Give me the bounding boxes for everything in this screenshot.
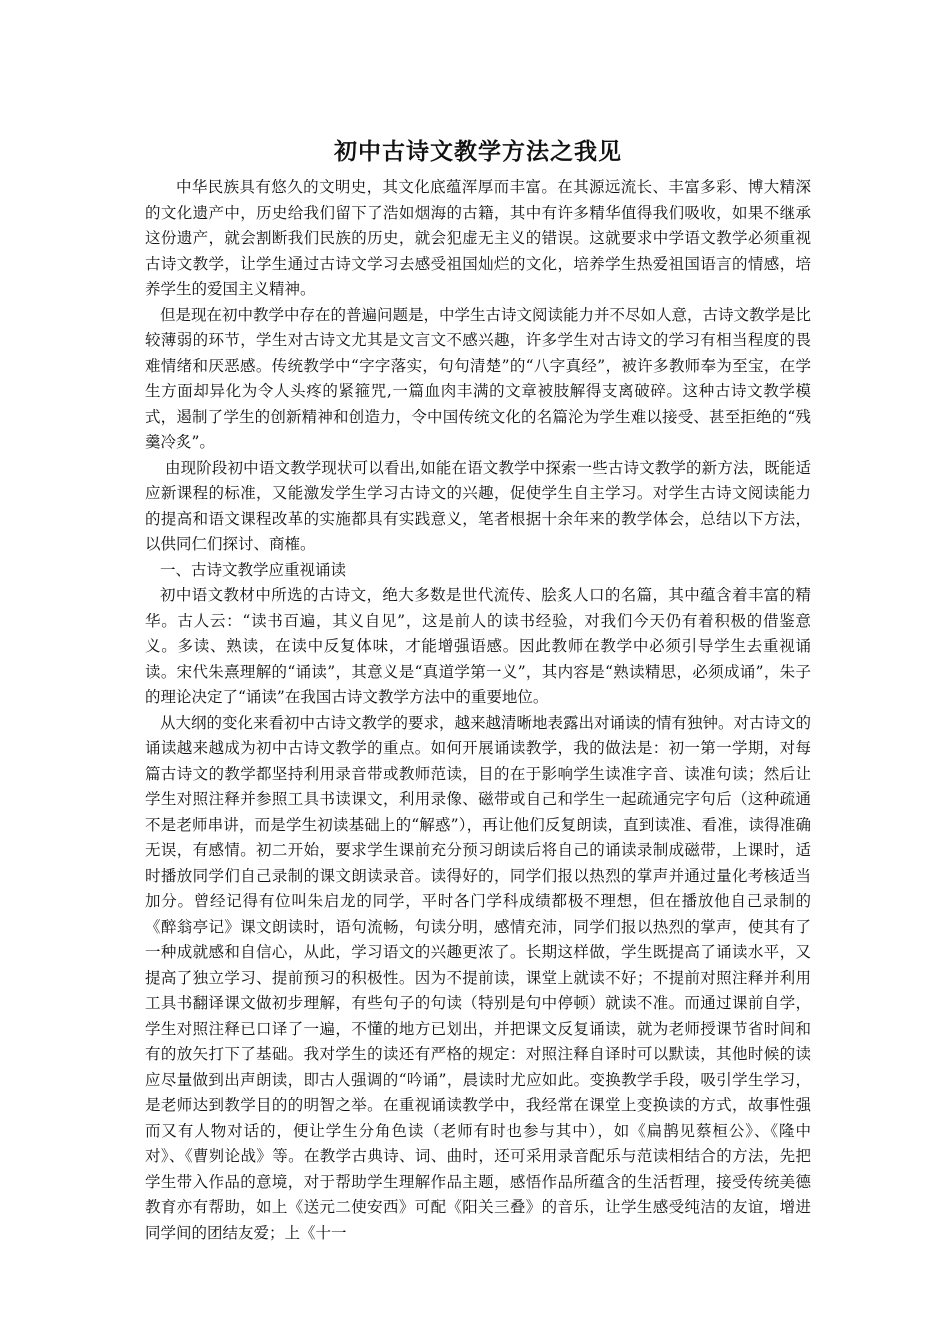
document-page (145, 125, 811, 1246)
paragraph-problem: 但是现在初中教学中存在的普遍问题是，中学生古诗文阅读能力并不尽如人意，古诗文教学是比较薄弱的环节，学生对古诗文尤其是文言文不感兴趣，许多学生对古诗文的学习有相当程度的畏难情绪和厌恶感。传统教学中“字字落实，句句清楚”的“八字真经”，被许多教师奉为至宝，在学生方面却异化为令人头疼的紧箍咒,一篇血肉丰满的文章被肢解得支离破碎。这种古诗文教学模式，遏制了学生的创新精神和创造力，令中国传统文化的名篇沦为学生难以接受、甚至拒绝的“残羹冷炙”。 (145, 305, 812, 451)
paragraph-recitation-practice: 从大纲的变化来看初中古诗文教学的要求，越来越清晰地表露出对诵读的情有独钟。对古诗文的诵读越来越成为初中古诗文教学的重点。如何开展诵读教学，我的做法是：初一第一学期，对每篇古诗文的教学都坚持利用录音带或教师范读，目的在于影响学生读准字音、读准句读；然后让学生对照注释并参照工具书读课文，利用录像、磁带或自己和学生一起疏通完字句后（这种疏通不是老师串讲，而是学生初读基础上的“解惑”），再让他们反复朗读，直到读准、看准，读得准确无误，有感情。初二开始，要求学生课前充分预习朗读后将自己的诵读录制成磁带，上课时，适时播放同学们自己录制的课文朗读录音。读得好的，同学们报以热烈的掌声并通过量化考核适当加分。曾经记得有位叫朱启龙的同学，平时各门学科成绩都极不理想，但在播放他自己录制的《醉翁亭记》课文朗读时，语句流畅，句读分明，感情充沛，同学们报以热烈的掌声，使其有了一种成就感和自信心，从此，学习语文的兴趣更浓了。长期这样做，学生既提高了诵读水平，又提高了独立学习、提前预习的积极性。因为不提前读，课堂上就读不好；不提前对照注释并利用工具书翻译课文做初步理解，有些句子的句读（特别是句中停顿）就读不准。而通过课前自学，学生对照注释已口译了一遍，不懂的地方已划出，并把课文反复诵读，就为老师授课节省时间和有的放矢打下了基础。我对学生的读还有严格的规定：对照注释自译时可以默读，其他时候的读应尽量做到出声朗读，即古人强调的“吟诵”，晨读时尤应如此。变换教学手段，吸引学生学习，是老师达到教学目的的明智之举。在重视诵读教学中，我经常在课堂上变换读的方式，故事性强而又有人物对话的，便让学生分角色读（老师有时也参与其中），如《扁鹊见蔡桓公》、《隆中对》、《曹刿论战》等。在教学古典诗、词、曲时，还可采用录音配乐与范读相结合的方法，先把学生带入作品的意境，对于帮助学生理解作品主题，感悟作品所蕴含的生活哲理，接受传统美德教育亦有帮助，如上《送元二使安西》可配《阳关三叠》的音乐，让学生感受纯洁的友谊，增进同学间的团结友爱；上《十一 (145, 713, 812, 1242)
paragraph-recitation-importance: 初中语文教材中所选的古诗文，绝大多数是世代流传、脍炙人口的名篇，其中蕴含着丰富的精华。古人云：“读书百遍，其义自见”，这是前人的读书经验，对我们今天仍有着积极的借鉴意义。多读、熟读，在读中反复体味，才能增强语感。因此教师在教学中必须引导学生去重视诵读。宋代朱熹理解的“诵读”，其意义是“真道学第一义”，其内容是“熟读精思，必须成诵”，朱子的理论决定了“诵读”在我国古诗文教学方法中的重要地位。 (145, 586, 811, 706)
section-heading-recitation: 一、古诗文教学应重视诵读 (160, 560, 347, 579)
document-title: 初中古诗文教学方法之我见 (334, 138, 622, 165)
paragraph-intro: 中华民族具有悠久的文明史，其文化底蕴浑厚而丰富。在其源远流长、丰富多彩、博大精深的文化遗产中，历史给我们留下了浩如烟海的古籍，其中有许多精华值得我们吸收，如果不继承这份遗产，就会割断我们民族的历史，就会犯虚无主义的错误。这就要求中学语文教学必须重视古诗文教学，让学生通过古诗文学习去感受祖国灿烂的文化，培养学生热爱祖国语言的情感，培养学生的爱国主义精神。 (145, 178, 811, 298)
paragraph-method-overview: 由现阶段初中语文教学现状可以看出,如能在语文教学中探索一些古诗文教学的新方法，既能适应新课程的标准，又能激发学生学习古诗文的兴趣，促使学生自主学习。对学生古诗文阅读能力的提高和语文课程改革的实施都具有实践意义，笔者根据十余年来的教学体会，总结以下方法，以供同仁们探讨、商榷。 (145, 458, 811, 553)
